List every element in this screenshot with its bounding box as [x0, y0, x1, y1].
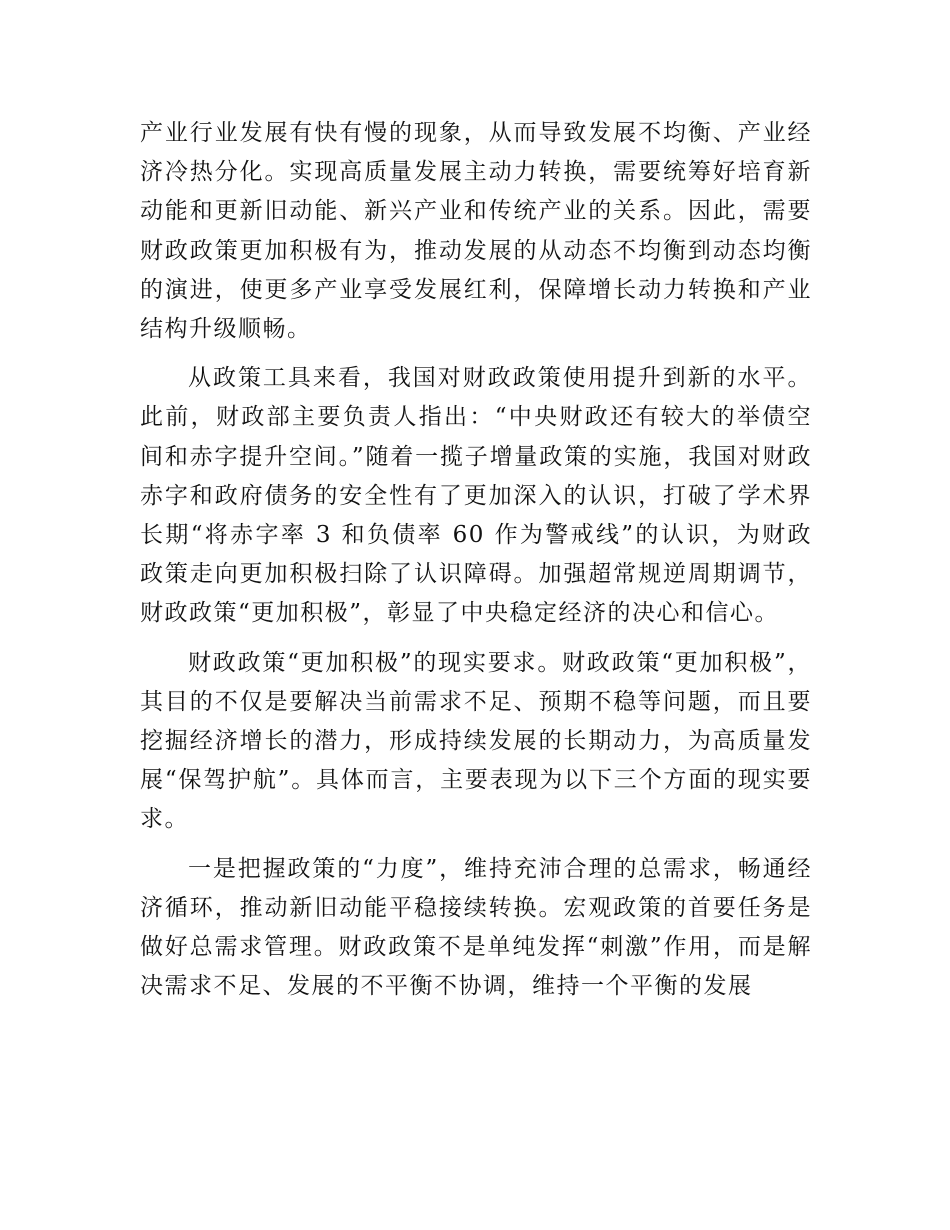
paragraph-1: 产业行业发展有快有慢的现象，从而导致发展不均衡、产业经济冷热分化。实现高质量发展主动力转换，需要统筹好培育新动能和更新旧动能、新兴产业和传统产业的关系。因此，需要财政政策更加积极有为，推动发展的从动态不均衡到动态均衡的演进，使更多产业享受发展红利，保障增长动力转换和产业结构升级顺畅。 [140, 120, 812, 343]
document-body [140, 114, 812, 1016]
paragraph-2: 从政策工具来看，我国对财政政策使用提升到新的水平。此前，财政部主要负责人指出：“中央财政还有较大的举债空间和赤字提升空间。”随着一揽子增量政策的实施，我国对财政赤字和政府债务的安全性有了更加深入的认识，打破了学术界长期“将赤字率 3 和负债率 60 作为警戒线”的认识，为财政政策走向更加积极扫除了认识障碍。加强超常规逆周期调节，财政政策“更加积极”，彰显了中央稳定经济的决心和信心。 [140, 365, 812, 627]
paragraph-4: 一是把握政策的“力度”，维持充沛合理的总需求，畅通经济循环，推动新旧动能平稳接续转换。宏观政策的首要任务是做好总需求管理。财政政策不是单纯发挥“刺激”作用，而是解决需求不足、发展的不平衡不协调，维持一个平衡的发展 [140, 855, 812, 1000]
paragraph-3: 财政政策“更加积极”的现实要求。财政政策“更加积极”，其目的不仅是要解决当前需求不足、预期不稳等问题，而且要挖掘经济增长的潜力，形成持续发展的长期动力，为高质量发展“保驾护航”。具体而言，主要表现为以下三个方面的现实要求。 [140, 649, 812, 833]
